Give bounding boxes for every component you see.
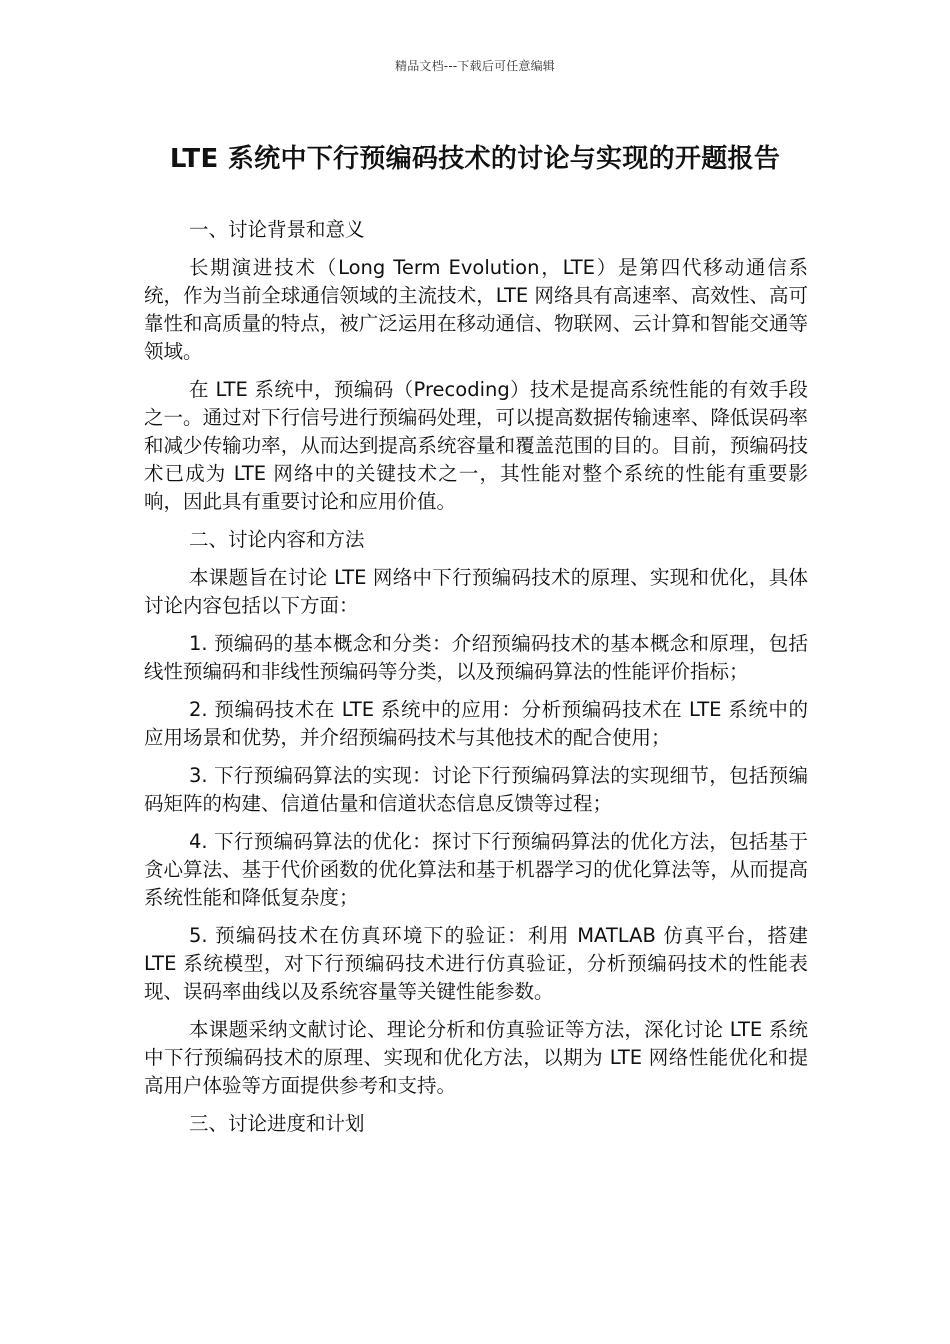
header-note: 精品文档---下载后可任意编辑 [395, 59, 555, 73]
paragraph-precoding-intro: 在 LTE 系统中，预编码（Precoding）技术是提高系统性能的有效手段之一。通过对下行信号进行预编码处理，可以提高数据传输速率、降低误码率和减少传输功率，从而达到提高系统容量和覆盖范围的目的。目前，预编码技术已成为 LTE 网络中的关键技术之一，其性能对整个系统的性能有重要影响，因此具有重要讨论和应用价值。 [144, 378, 808, 513]
list-item-1: 1. 预编码的基本概念和分类：介绍预编码技术的基本概念和原理，包括线性预编码和非线性预编码等分类，以及预编码算法的性能评价指标； [144, 632, 808, 683]
document-body [144, 216, 808, 1148]
paragraph-lte-intro: 长期演进技术（Long Term Evolution，LTE）是第四代移动通信系统，作为当前全球通信领域的主流技术，LTE 网络具有高速率、高效性、高可靠性和高质量的特点，被广泛运用在移动通信、物联网、云计算和智能交通等领域。 [144, 256, 808, 363]
paragraph-methods: 本课题采纳文献讨论、理论分析和仿真验证等方法，深化讨论 LTE 系统中下行预编码技术的原理、实现和优化方法，以期为 LTE 网络性能优化和提高用户体验等方面提供参考和支持。 [144, 1018, 808, 1097]
list-item-5: 5. 预编码技术在仿真环境下的验证：利用 MATLAB 仿真平台，搭建 LTE 系统模型，对下行预编码技术进行仿真验证，分析预编码技术的性能表现、误码率曲线以及系统容量等关键性能参数。 [144, 924, 808, 1003]
section-heading-background: 一、讨论背景和意义 [189, 218, 365, 241]
list-item-4: 4. 下行预编码算法的优化：探讨下行预编码算法的优化方法，包括基于贪心算法、基于代价函数的优化算法和基于机器学习的优化算法等，从而提高系统性能和降低复杂度； [144, 830, 808, 909]
section-heading-schedule: 三、讨论进度和计划 [189, 1112, 365, 1135]
list-item-2: 2. 预编码技术在 LTE 系统中的应用：分析预编码技术在 LTE 系统中的应用场景和优势，并介绍预编码技术与其他技术的配合使用； [144, 698, 808, 749]
section-heading-content-methods: 二、讨论内容和方法 [189, 528, 365, 551]
list-item-3: 3. 下行预编码算法的实现：讨论下行预编码算法的实现细节，包括预编码矩阵的构建、信道估量和信道状态信息反馈等过程； [144, 764, 808, 815]
document-title: LTE 系统中下行预编码技术的讨论与实现的开题报告 [169, 144, 781, 174]
paragraph-research-scope: 本课题旨在讨论 LTE 网络中下行预编码技术的原理、实现和优化，具体讨论内容包括以下方面： [144, 566, 808, 617]
